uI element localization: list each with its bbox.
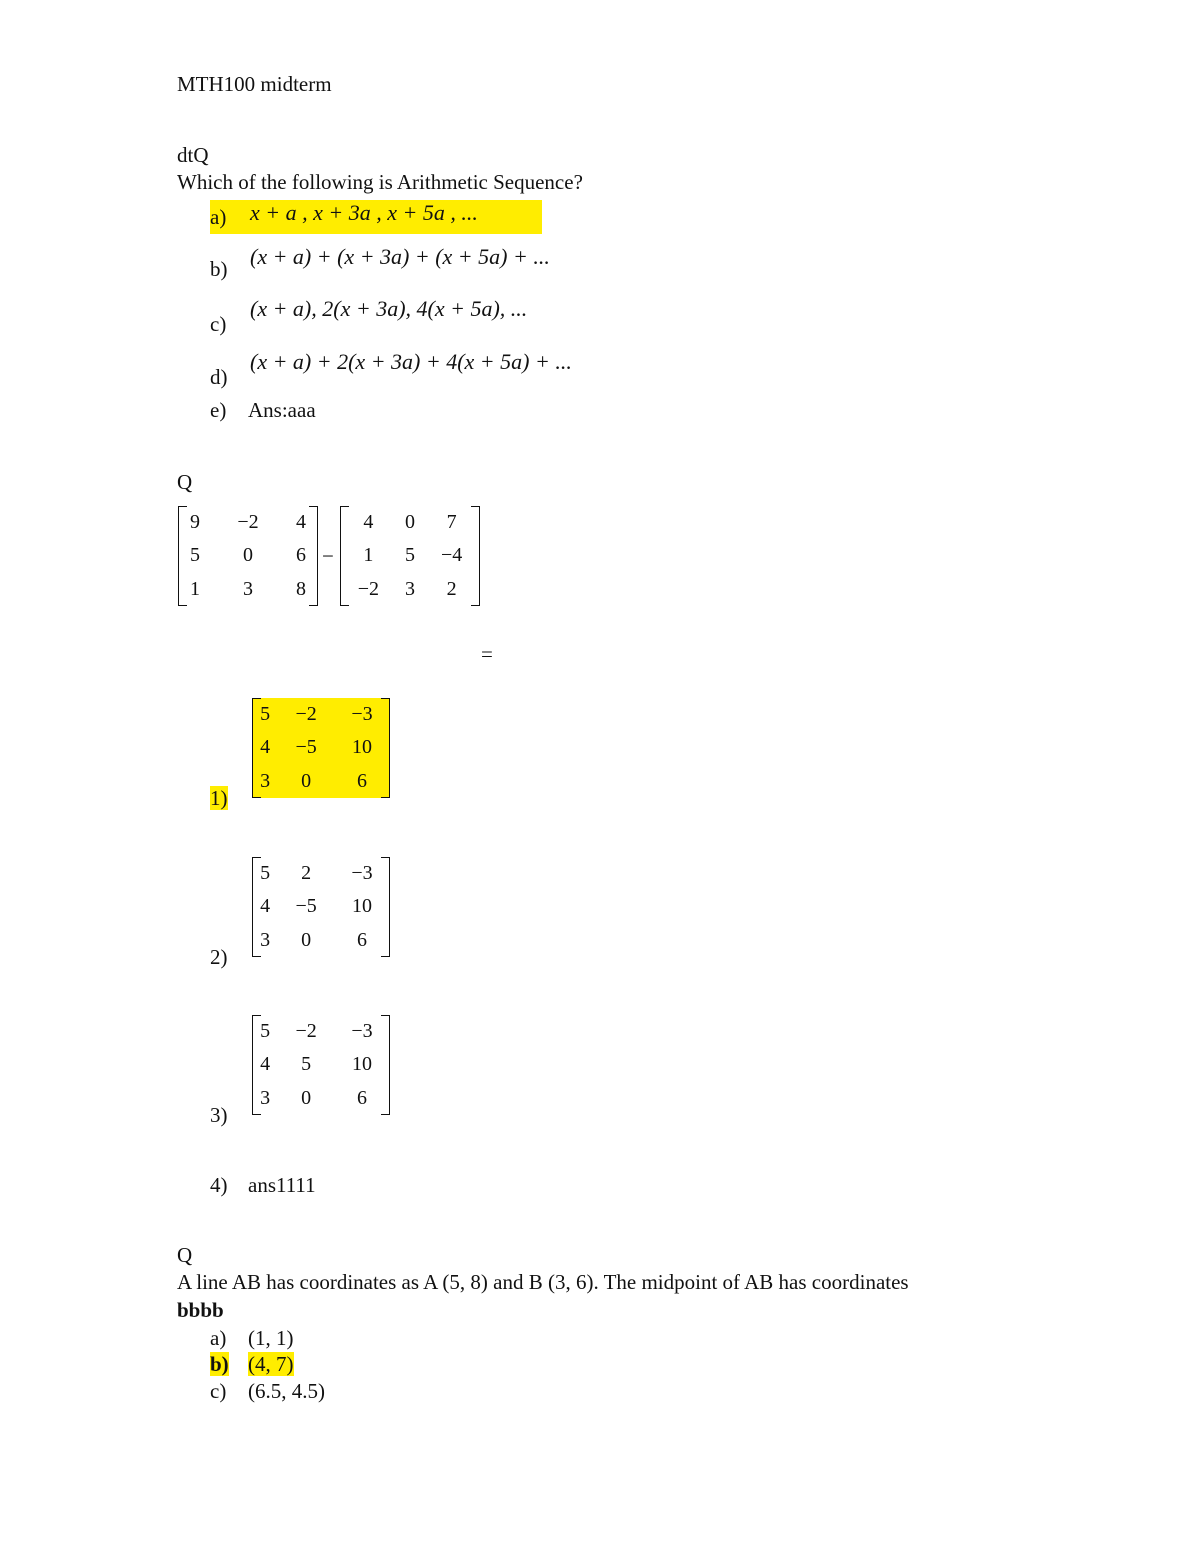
q2-option-3-matrix	[252, 1015, 390, 1115]
question-1-tag: dtQ	[177, 143, 209, 167]
matrix-a-cell: 4	[296, 511, 307, 534]
q2-option-2-cell: 5	[260, 862, 271, 885]
q2-option-3-cell: −2	[295, 1020, 317, 1043]
matrix-b-cell: 3	[404, 577, 415, 600]
q3-option-b-text: (4, 7)	[248, 1352, 294, 1376]
matrix-b-cell: 7	[446, 511, 457, 534]
q2-option-2-cell: −5	[295, 895, 317, 918]
matrix-b-cell: 1	[363, 544, 374, 567]
q2-option-1-cell: 10	[352, 736, 373, 759]
q2-option-1-cell: 4	[260, 736, 271, 759]
q2-option-1-cell: 0	[301, 769, 312, 792]
matrix-b-cell: −4	[441, 544, 463, 567]
q2-option-3-cell: 6	[357, 1086, 368, 1109]
q1-option-e-label: e)	[210, 398, 227, 422]
q1-option-e-text: Ans:aaa	[248, 398, 316, 422]
matrix-a-cell: −2	[237, 511, 259, 534]
q1-option-d-expression: (x + a) + 2(x + 3a) + 4(x + 5a) + ...	[250, 349, 572, 374]
q2-option-2-cell: 2	[301, 862, 312, 885]
q2-option-2-cell: 10	[352, 895, 373, 918]
q1-option-b-label: b)	[210, 257, 228, 281]
minus-sign: −	[322, 544, 334, 568]
q1-option-c-label: c)	[210, 312, 227, 336]
question-2-tag: Q	[177, 470, 193, 494]
q2-option-2-cell: 3	[260, 928, 271, 951]
matrix-a-cell: 9	[189, 511, 200, 534]
matrix-a-cell: 8	[296, 577, 307, 600]
matrix-b	[340, 506, 480, 606]
q2-option-2-label: 2)	[210, 945, 228, 969]
q2-option-3-cell: 5	[301, 1053, 312, 1076]
matrix-a-cell: 6	[296, 544, 307, 567]
q2-option-3-cell: 5	[260, 1020, 271, 1043]
matrix-b-cell: 0	[404, 511, 415, 534]
q3-option-c-text: (6.5, 4.5)	[248, 1379, 325, 1403]
matrix-a-cell: 1	[189, 577, 200, 600]
q1-option-a-expression: x + a , x + 3a , x + 5a , ...	[250, 200, 478, 225]
q2-option-2-cell: 4	[260, 895, 271, 918]
matrix-a-cell: 5	[189, 544, 200, 567]
q2-option-1-cell: −2	[295, 703, 317, 726]
question-3-answer-key: bbbb	[177, 1298, 224, 1322]
page-title: MTH100 midterm	[177, 72, 332, 96]
q2-option-3-cell: 3	[260, 1086, 271, 1109]
question-3-tag: Q	[177, 1243, 193, 1267]
q2-option-4-text: ans1111	[248, 1173, 316, 1197]
matrix-b-cell: 2	[446, 577, 457, 600]
equals-sign: =	[481, 642, 493, 666]
q2-option-2-cell: −3	[351, 862, 373, 885]
question-3-text: A line AB has coordinates as A (5, 8) and B (3, 6). The midpoint of AB has coordinates	[177, 1270, 909, 1294]
matrix-b-cell: 4	[363, 511, 374, 534]
q1-option-a-label: a)	[210, 205, 227, 229]
q2-option-3-cell: 4	[260, 1053, 271, 1076]
q2-option-3-label: 3)	[210, 1103, 228, 1127]
q3-option-a-label: a)	[210, 1326, 227, 1350]
q2-option-3-cell: −3	[351, 1020, 373, 1043]
q1-option-d-label: d)	[210, 365, 228, 389]
q2-option-1-label: 1)	[210, 786, 228, 810]
q2-option-3-cell: 0	[301, 1086, 312, 1109]
q3-option-a-text: (1, 1)	[248, 1326, 294, 1350]
q2-option-1-cell: 6	[357, 769, 368, 792]
matrix-b-cell: 5	[404, 544, 415, 567]
q2-option-2-cell: 6	[357, 928, 368, 951]
q1-option-a-highlight	[210, 200, 542, 234]
question-1-text: Which of the following is Arithmetic Sequence?	[177, 170, 583, 194]
q2-option-1-cell: −3	[351, 703, 373, 726]
q1-option-b-expression: (x + a) + (x + 3a) + (x + 5a) + ...	[250, 244, 550, 269]
q2-option-2-matrix	[252, 857, 390, 957]
q2-option-1-matrix	[252, 698, 390, 798]
q3-option-b-label: b)	[210, 1352, 229, 1376]
matrix-a-cell: 0	[242, 544, 253, 567]
q2-option-2-cell: 0	[301, 928, 312, 951]
q2-option-3-cell: 10	[352, 1053, 373, 1076]
q1-option-c-expression: (x + a), 2(x + 3a), 4(x + 5a), ...	[250, 296, 528, 321]
matrix-a-cell: 3	[242, 577, 253, 600]
q2-option-4-label: 4)	[210, 1173, 228, 1197]
q2-option-1-cell: 3	[260, 769, 271, 792]
q2-option-1-cell: −5	[295, 736, 317, 759]
matrix-b-cell: −2	[357, 577, 379, 600]
matrix-a	[178, 506, 318, 606]
q3-option-c-label: c)	[210, 1379, 227, 1403]
q2-option-1-cell: 5	[260, 703, 271, 726]
